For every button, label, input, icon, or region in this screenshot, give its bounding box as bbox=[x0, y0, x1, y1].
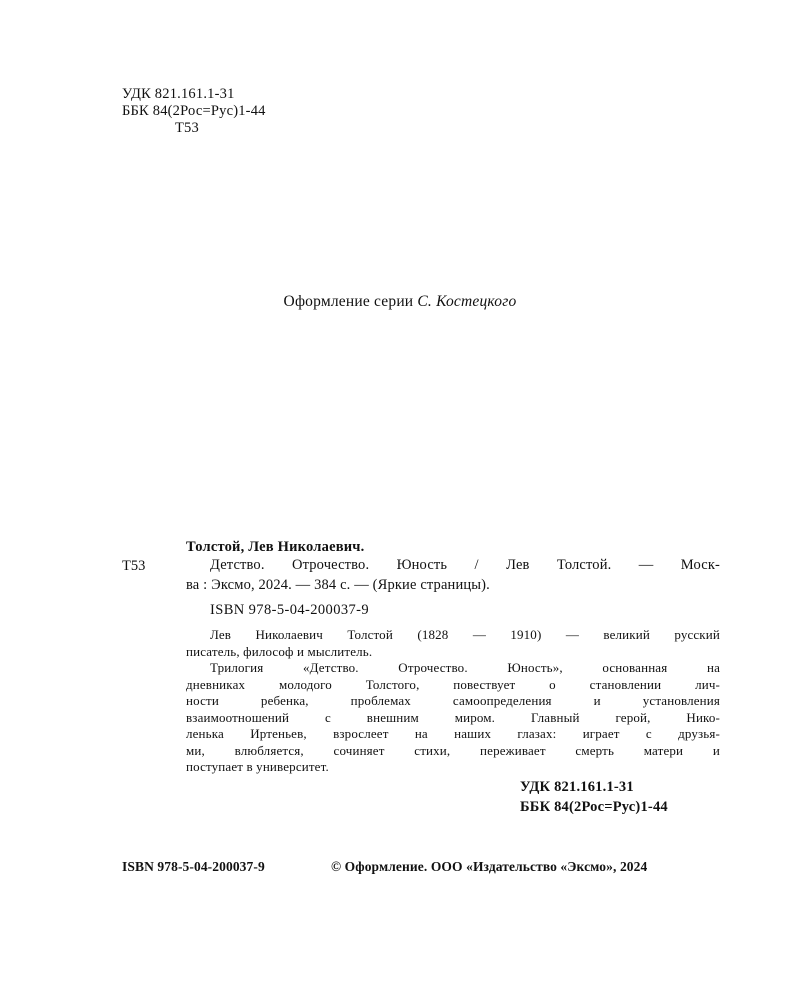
footer-isbn: ISBN 978-5-04-200037-9 bbox=[122, 859, 265, 874]
bbk-code-bottom: ББК 84(2Рос=Рус)1-44 bbox=[520, 798, 668, 815]
annotation bbox=[186, 627, 720, 776]
design-credit-prefix: Оформление серии bbox=[283, 293, 414, 310]
isbn-line: ISBN 978-5-04-200037-9 bbox=[210, 602, 370, 618]
annotation-line: ленька Иртеньев, взрослеет на наших глазах: играет с друзья- bbox=[186, 726, 720, 741]
description-line: Детство. Отрочество. Юность / Лев Толстой. — Моск- bbox=[210, 557, 720, 573]
annotation-line: ности ребенка, проблемах самоопределения и установления bbox=[186, 693, 720, 708]
author-sign: Т53 bbox=[175, 120, 199, 136]
classification-block bbox=[122, 86, 266, 137]
annotation-line: Лев Николаевич Толстой (1828 — 1910) — великий русский bbox=[210, 627, 720, 642]
udk-code-bottom: УДК 821.161.1-31 bbox=[520, 779, 634, 795]
bibliographic-description bbox=[186, 556, 720, 595]
classification-codes-bottom bbox=[520, 778, 668, 817]
design-credit-designer: С. Костецкого bbox=[417, 293, 517, 310]
annotation-line: Трилогия «Детство. Отрочество. Юность», основанная на bbox=[210, 660, 720, 675]
series-design-credit bbox=[0, 293, 800, 311]
bbk-code: ББК 84(2Рос=Рус)1-44 bbox=[122, 103, 266, 119]
footer-copyright: © Оформление. ООО «Издательство «Эксмо», 2024 bbox=[331, 859, 648, 874]
annotation-line: поступает в университет. bbox=[186, 759, 329, 774]
annotation-line: писатель, философ и мыслитель. bbox=[186, 643, 373, 659]
annotation-line: дневниках молодого Толстого, повествует о становлении лич- bbox=[186, 676, 720, 692]
description-line: ва : Эксмо, 2024. — 384 с. — (Яркие страницы). bbox=[186, 576, 490, 593]
annotation-line: ми, влюбляется, сочиняет стихи, переживает смерть матери и bbox=[186, 742, 720, 758]
annotation-line: взаимоотношений с внешним миром. Главный герой, Нико- bbox=[186, 709, 720, 725]
author-heading: Толстой, Лев Николаевич. bbox=[186, 539, 365, 555]
bibliographic-author-sign: Т53 bbox=[122, 558, 146, 574]
udk-code: УДК 821.161.1-31 bbox=[122, 86, 235, 102]
